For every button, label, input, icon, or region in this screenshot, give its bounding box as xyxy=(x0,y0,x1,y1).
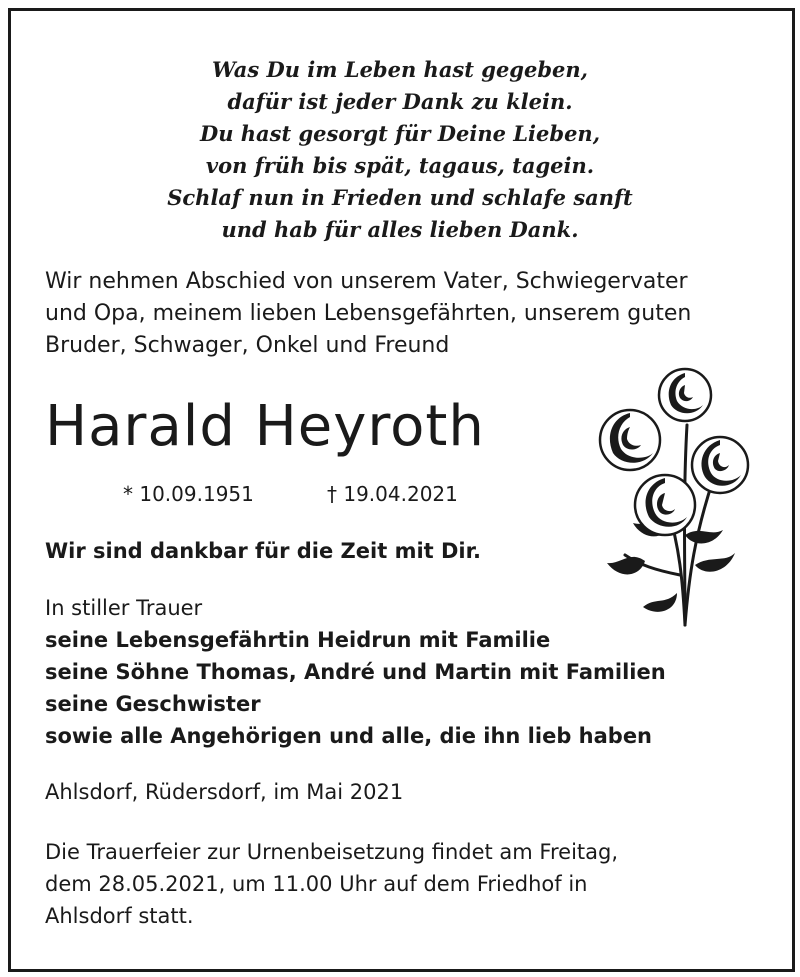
poem-line: Schlaf nun in Frieden und schlafe sanft xyxy=(167,185,633,210)
death-date: † 19.04.2021 xyxy=(327,482,458,506)
farewell-intro xyxy=(45,266,785,362)
poem-line: von früh bis spät, tagaus, tagein. xyxy=(205,153,595,178)
poem xyxy=(0,54,800,246)
funeral-line: dem 28.05.2021, um 11.00 Uhr auf dem Friedhof in xyxy=(45,872,588,896)
funeral-line: Die Trauerfeier zur Urnenbeisetzung findet am Freitag, xyxy=(45,840,619,864)
mourner-line: sowie alle Angehörigen und alle, die ihn lieb haben xyxy=(45,724,653,748)
intro-line: und Opa, meinem lieben Lebensgefährten, unserem guten xyxy=(45,301,692,326)
funeral-notice xyxy=(45,836,618,932)
funeral-line: Ahlsdorf statt. xyxy=(45,904,194,928)
intro-line: Wir nehmen Abschied von unserem Vater, Schwiegervater xyxy=(45,269,688,294)
poem-line: Du hast gesorgt für Deine Lieben, xyxy=(199,121,601,146)
mourner-line: seine Lebensgefährtin Heidrun mit Familie xyxy=(45,628,551,652)
mourners-intro: In stiller Trauer xyxy=(45,596,203,620)
poem-line: dafür ist jeder Dank zu klein. xyxy=(227,89,573,114)
birth-date: * 10.09.1951 xyxy=(123,482,254,506)
motto: Wir sind dankbar für die Zeit mit Dir. xyxy=(45,539,481,563)
place-date: Ahlsdorf, Rüdersdorf, im Mai 2021 xyxy=(45,780,404,804)
intro-line: Bruder, Schwager, Onkel und Freund xyxy=(45,333,450,358)
mourner-line: seine Geschwister xyxy=(45,692,261,716)
poem-line: und hab für alles lieben Dank. xyxy=(221,217,579,242)
poem-line: Was Du im Leben hast gegeben, xyxy=(212,57,588,82)
mourner-line: seine Söhne Thomas, André und Martin mit Familien xyxy=(45,660,666,684)
deceased-name: Harald Heyroth xyxy=(45,394,485,459)
mourners-block xyxy=(45,592,666,752)
roses-illustration-icon xyxy=(585,365,755,630)
